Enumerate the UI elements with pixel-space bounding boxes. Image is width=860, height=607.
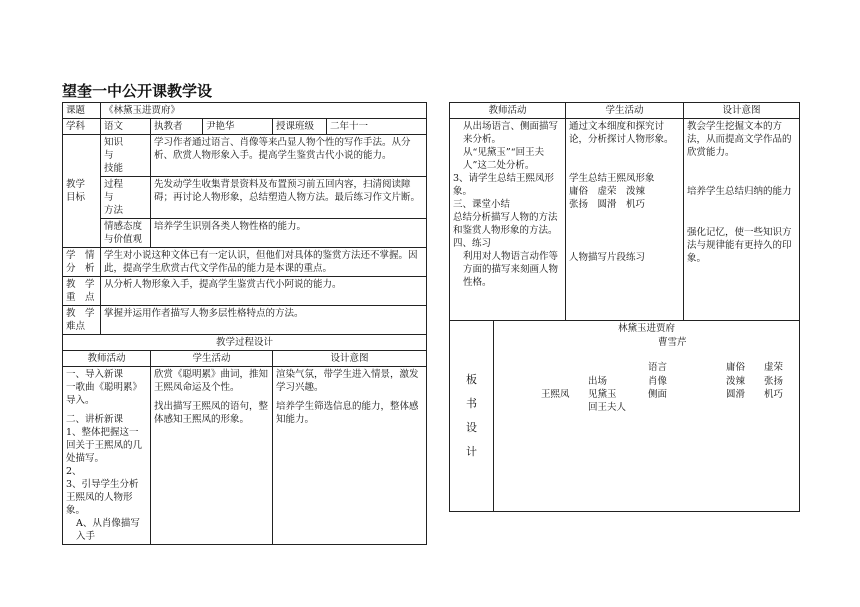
- board-layout: [494, 321, 799, 511]
- board-col1b: 见黛玉: [588, 389, 617, 400]
- process-body-row: [63, 367, 427, 545]
- board-col2b: 肖像: [648, 376, 668, 387]
- page-title: 望奎一中公开课教学设: [62, 82, 213, 100]
- board-name: 王熙凤: [541, 389, 570, 400]
- student-step: 张扬 圆滑 机巧: [569, 199, 646, 210]
- board-col2a: 语言: [648, 362, 668, 373]
- lesson-row: [63, 103, 427, 119]
- teacher-value: 尹艳华: [203, 119, 273, 135]
- board-col4c: 机巧: [764, 389, 784, 400]
- right-teacher-cell: [450, 119, 566, 321]
- teacher-step: A、从肖像描写入手: [76, 518, 140, 542]
- process-col-student: 学生活动: [151, 351, 273, 367]
- teacher-step: 从“见黛玉”“回王夫人”这二处分析。: [463, 147, 545, 171]
- lesson-label: 课题: [63, 103, 101, 119]
- key-point-text: 从分析人物形象入手，提高学生鉴赏古代小阿说的能力。: [101, 277, 427, 306]
- class-label: 授课班级: [273, 119, 327, 135]
- emotion-text: 培养学生识别各类人物性格的能力。: [151, 219, 427, 248]
- teacher-step: 一歌曲《聪明累》导入。: [66, 382, 143, 406]
- board-author: 曹雪芹: [658, 337, 687, 348]
- right-body-row: [450, 119, 800, 321]
- knowledge-label: 知识 与 技能: [101, 135, 151, 177]
- right-lesson-table: [449, 102, 800, 512]
- subject-label: 学科: [63, 119, 101, 135]
- intent-step: 强化记忆，使一些知识方法与规律能有更持久的印象。: [687, 227, 792, 264]
- intent-step: 培养学生筛选信息的能力，整体感知能力。: [276, 401, 419, 425]
- emotion-label: 情感态度 与价值观: [101, 219, 151, 248]
- board-col3a: 庸俗: [726, 362, 746, 373]
- teacher-step: 四、练习: [453, 238, 492, 249]
- process-label: 过程 与 方法: [101, 177, 151, 219]
- right-header-row: [450, 103, 800, 119]
- teacher-step: 利用对人物语言动作等方面的描写来刻画人物性格。: [463, 251, 559, 288]
- objectives-label: 教学 目标: [63, 135, 101, 248]
- teacher-step: 一、导入新课: [66, 369, 124, 380]
- intent-step: 渲染气氛，带学生进入情景，激发学习兴趣。: [276, 369, 419, 393]
- process-text: 先发动学生收集背景资料及布置预习前五回内容，扫清阅读障碍；再讨论人物形象，总结塑造人物方法。最后练习作文片断。: [151, 177, 427, 219]
- intent-step: 培养学生总结归纳的能力: [687, 186, 792, 197]
- student-step: 找出描写王熙凤的语句，整体感知王熙凤的形象。: [154, 401, 269, 425]
- process-header-row: [63, 351, 427, 367]
- difficult-point-text: 掌握并运用作者描写人物多层性格特点的方法。: [101, 306, 427, 335]
- board-col2c: 侧面: [648, 389, 668, 400]
- teacher-step: 1、整体把握这一回关于王熙凤的几处描写。: [66, 427, 143, 464]
- student-step: 通过文本细度和探究讨论，分析探讨人物形象。: [569, 121, 674, 145]
- board-label: 板 书 设 计: [466, 373, 477, 458]
- board-content-cell: [494, 321, 800, 512]
- process-teacher-cell: [63, 367, 151, 545]
- right-col-teacher: 教师活动: [450, 103, 566, 119]
- subject-value: 语文: [101, 119, 151, 135]
- difficult-point-label: 教 学 难点: [63, 306, 101, 335]
- right-intent-cell: [684, 119, 800, 321]
- objective-emotion-row: [63, 219, 427, 248]
- learning-situation-text: 学生对小说这种文体已有一定认识，但他们对具体的鉴赏方法还不掌握。因此，提高学生欣赏古代文学作品的能力是本课的重点。: [101, 248, 427, 277]
- process-intent-cell: [273, 367, 427, 545]
- board-col3b: 泼辣: [726, 376, 746, 387]
- teacher-label: 执教者: [151, 119, 203, 135]
- board-row: [450, 321, 800, 512]
- objective-knowledge-row: [63, 135, 427, 177]
- board-col4a: 虚荣: [764, 362, 784, 373]
- learning-situation-label: 学 情 分 析: [63, 248, 101, 277]
- right-col-intent: 设计意图: [684, 103, 800, 119]
- right-student-cell: [566, 119, 684, 321]
- objective-process-row: [63, 177, 427, 219]
- class-value: 二年十一: [327, 119, 427, 135]
- board-col1c: 回王夫人: [588, 402, 627, 413]
- key-point-row: [63, 277, 427, 306]
- lesson-value: 《林黛玉进贾府》: [101, 103, 427, 119]
- board-title: 林黛玉进贾府: [618, 323, 676, 334]
- right-col-student: 学生活动: [566, 103, 684, 119]
- info-row: [63, 119, 427, 135]
- process-design-title-row: [63, 335, 427, 351]
- board-col1a: 出场: [588, 376, 608, 387]
- board-col3c: 圆滑: [726, 389, 746, 400]
- teacher-step: 2、: [66, 466, 82, 477]
- student-step: 庸俗 虚荣 泼辣: [569, 186, 646, 197]
- board-col4b: 张扬: [764, 376, 784, 387]
- knowledge-text: 学习作者通过语言、肖像等来凸显人物个性的写作手法。从分析、欣赏人物形象入手。提高学生鉴赏古代小说的能力。: [151, 135, 427, 177]
- student-step: 欣赏《聪明累》曲词，推知王熙凤命运及个性。: [154, 369, 269, 393]
- process-col-teacher: 教师活动: [63, 351, 151, 367]
- student-step: 学生总结王熙凤形象: [569, 173, 655, 184]
- teacher-step: 总结分析描写人物的方法和鉴赏人物形象的方法。: [453, 212, 558, 236]
- teacher-step: 二、讲析新课: [66, 414, 124, 425]
- left-lesson-table: [62, 102, 427, 545]
- teacher-step: 从出场语言、侧面描写来分析。: [463, 121, 559, 145]
- teacher-step: 3、请学生总结王熙凤形象。: [453, 173, 555, 197]
- intent-step: 教会学生挖掘文本的方法，从而提高文学作品的欣赏能力。: [687, 121, 792, 158]
- board-label-cell: [450, 321, 494, 512]
- student-step: 人物描写片段练习: [569, 252, 646, 263]
- key-point-label: 教 学 重 点: [63, 277, 101, 306]
- difficult-point-row: [63, 306, 427, 335]
- process-col-intent: 设计意图: [273, 351, 427, 367]
- process-student-cell: [151, 367, 273, 545]
- process-design-title: 教学过程设计: [63, 335, 427, 351]
- teacher-step: 3、引导学生分析王熙凤的人物形象。: [66, 479, 139, 516]
- learning-situation-row: [63, 248, 427, 277]
- teacher-step: 三、课堂小结: [453, 199, 511, 210]
